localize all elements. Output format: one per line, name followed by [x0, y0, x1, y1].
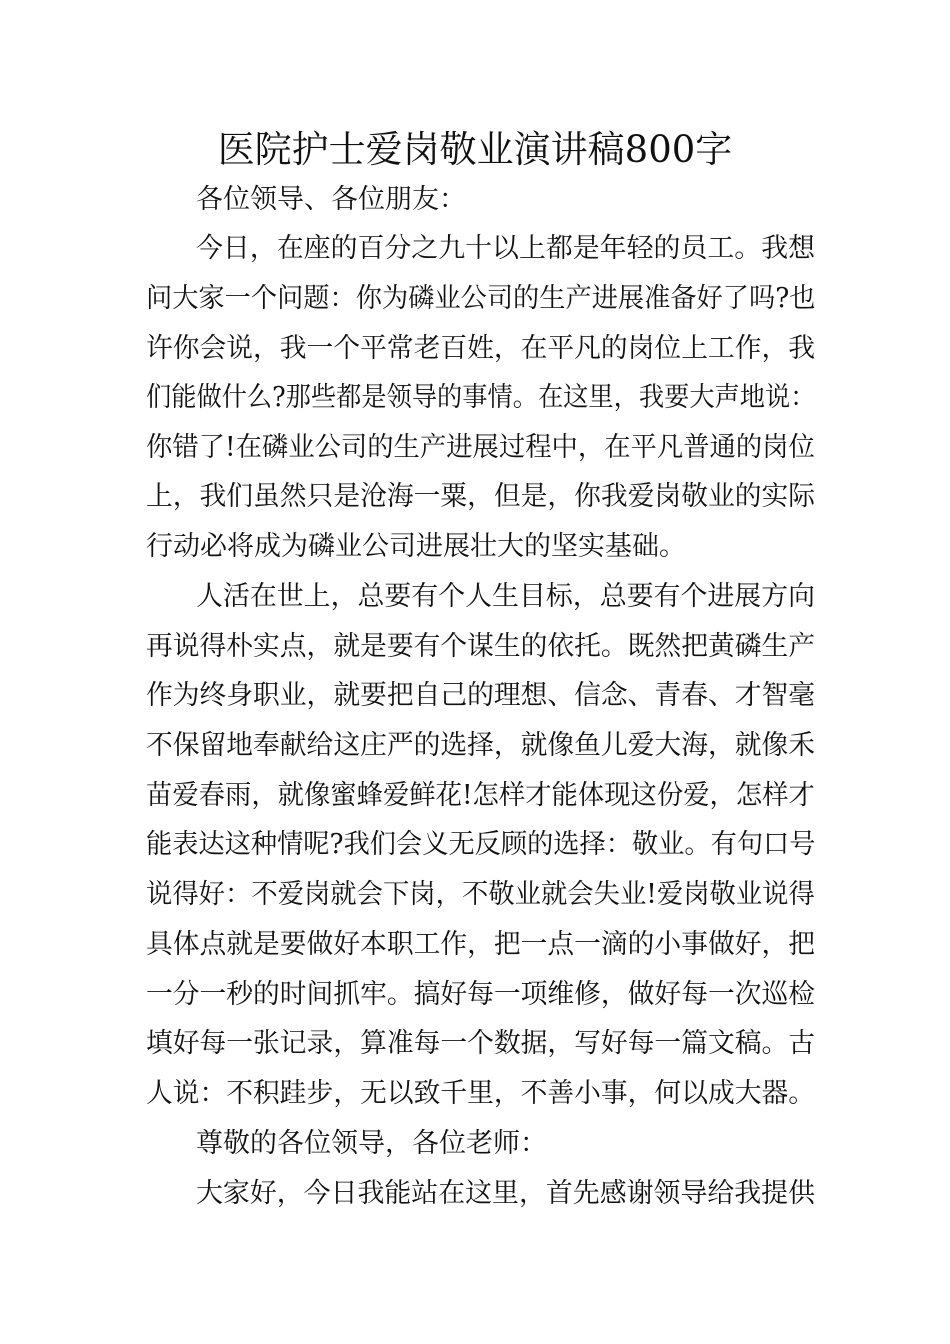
- text-line: 人活在世上，总要有个人生目标，总要有个进展方向: [196, 581, 816, 612]
- text-line: 今日，在座的百分之九十以上都是年轻的员工。我想: [196, 233, 816, 264]
- text-line: 大家好，今日我能站在这里，首先感谢领导给我提供: [196, 1178, 816, 1209]
- text-line: 问大家一个问题：你为磷业公司的生产进展准备好了吗?也: [146, 283, 816, 314]
- text-line: 不保留地奉献给这庄严的选择，就像鱼儿爱大海，就像禾: [146, 730, 815, 761]
- text-line: 许你会说，我一个平常老百姓，在平凡的岗位上工作，我: [146, 333, 815, 364]
- text-line: 一分一秒的时间抓牢。搞好每一项维修，做好每一次巡检: [146, 979, 815, 1010]
- text-line: 苗爱春雨，就像蜜蜂爱鲜花!怎样才能体现这份爱，怎样才: [146, 780, 815, 811]
- text-line: 再说得朴实点，就是要有个谋生的依托。既然把黄磷生产: [146, 631, 815, 662]
- text-line: 作为终身职业，就要把自己的理想、信念、青春、才智毫: [146, 680, 815, 711]
- text-line-salutation: 各位领导、各位朋友：: [196, 184, 466, 215]
- text-line: 能表达这种情呢?我们会义无反顾的选择：敬业。有句口号: [146, 829, 816, 860]
- text-line: 说得好：不爱岗就会下岗，不敬业就会失业!爱岗敬业说得: [146, 879, 815, 910]
- text-line: 人说：不积跬步，无以致千里，不善小事，何以成大器。: [146, 1078, 815, 1109]
- text-line: 上，我们虽然只是沧海一粟，但是，你我爱岗敬业的实际: [146, 481, 815, 512]
- text-line: 你错了!在磷业公司的生产进展过程中，在平凡普通的岗位: [146, 432, 815, 463]
- document-title: 医院护士爱岗敬业演讲稿800字: [217, 128, 733, 171]
- text-line: 行动必将成为磷业公司进展壮大的坚实基础。: [146, 531, 686, 562]
- text-line-salutation: 尊敬的各位领导，各位老师：: [196, 1128, 547, 1159]
- text-line: 具体点就是要做好本职工作，把一点一滴的小事做好，把: [146, 929, 815, 960]
- text-line: 填好每一张记录，算准每一个数据，写好每一篇文稿。古: [146, 1028, 815, 1059]
- text-line: 们能做什么?那些都是领导的事情。在这里，我要大声地说：: [146, 382, 816, 413]
